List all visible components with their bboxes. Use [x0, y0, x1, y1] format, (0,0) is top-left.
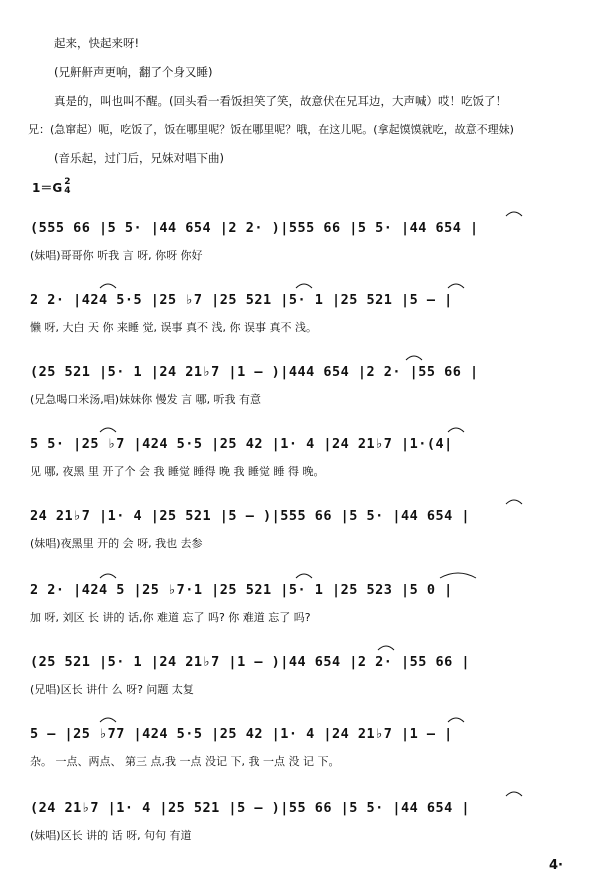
key-label: 1＝G	[32, 180, 63, 195]
lyrics-line: (兄急喝口米汤,唱)妹妹你 慢发 言 哪, 听我 有意	[30, 393, 262, 405]
lyrics-line: (妹唱)区长 讲的 话 呀, 句句 有道	[30, 829, 192, 841]
lyrics-line: (兄唱)区长 讲什 么 呀? 问题 太复	[30, 683, 194, 695]
time-denominator: 4	[64, 186, 71, 196]
stage-direction-1: (兄鼾鼾声更响，翻了个身又睡)	[54, 65, 213, 79]
prose-line-3: 兄：(急窜起）呃，吃饭了，饭在哪里呢？饭在哪里呢？哦，在这儿呢。(拿起馍馍就吃，故意不理妹)	[28, 123, 514, 136]
notation-line: (555 66 |5 5· |44 654 |2 2· )|555 66 |5 5· |44 654 |	[30, 220, 479, 236]
slur-arc	[100, 284, 116, 288]
notation-line: 5 – |25 ♭77 |424 5·5 |25 42 |1· 4 |24 21♭7 |1 – |	[30, 726, 453, 742]
notation-line: (24 21♭7 |1· 4 |25 521 |5 – )|55 66 |5 5· |44 654 |	[30, 800, 471, 816]
slur-arc	[100, 428, 116, 432]
lyrics-line: 杂。 一点、两点、 第三 点,我 一点 没记 下, 我 一点 没 记 下。	[30, 755, 340, 767]
slur-arc	[100, 574, 116, 578]
lyrics-line: 懒 呀, 大白 天 你 来睡 觉, 误事 真不 浅, 你 误事 真不 浅。	[30, 321, 317, 333]
lyrics-line: 见 哪, 夜黑 里 开了个 会 我 睡觉 睡得 晚 我 睡觉 睡 得 晚。	[30, 465, 325, 477]
slur-arc	[378, 646, 394, 650]
page-number: 4·	[549, 858, 563, 873]
slur-arc	[506, 500, 522, 504]
slur-arc	[506, 212, 522, 216]
notation-line: 2 2· |424 5 |25 ♭7·1 |25 521 |5· 1 |25 523 |5 0 |	[30, 582, 453, 598]
lyrics-line: (妹唱)哥哥你 听我 言 呀, 你呀 你好	[30, 249, 203, 261]
slur-arc	[506, 792, 522, 796]
notation-line: 2 2· |424 5·5 |25 ♭7 |25 521 |5· 1 |25 521 |5 – |	[30, 292, 453, 308]
notation-line: (25 521 |5· 1 |24 21♭7 |1 – )|44 654 |2 2· |55 66 |	[30, 654, 471, 670]
stage-direction-2: (音乐起，过门后，兄妹对唱下曲)	[54, 151, 224, 165]
slur-arc	[448, 428, 464, 432]
slur-arc	[440, 573, 476, 578]
slur-arc	[296, 284, 312, 288]
slur-arc	[296, 574, 312, 578]
notation-line: 24 21♭7 |1· 4 |25 521 |5 – )|555 66 |5 5· |44 654 |	[30, 508, 471, 524]
slur-arc	[406, 356, 422, 360]
slur-arc	[448, 718, 464, 722]
slur-arc	[448, 284, 464, 288]
prose-line-2: 真是的，叫也叫不醒。(回头看一看饭担笑了笑，故意伏在兄耳边，大声喊）哎！吃饭了！	[54, 94, 507, 108]
time-numerator: 2	[64, 177, 71, 187]
slur-arc	[100, 718, 116, 722]
notation-line: (25 521 |5· 1 |24 21♭7 |1 – )|444 654 |2 2· |55 66 |	[30, 364, 479, 380]
lyrics-line: 加 呀, 刘区 长 讲的 话,你 难道 忘了 吗? 你 难道 忘了 吗?	[30, 611, 311, 623]
lyrics-line: (妹唱)夜黑里 开的 会 呀, 我也 去参	[30, 537, 203, 549]
notation-line: 5 5· |25 ♭7 |424 5·5 |25 42 |1· 4 |24 21♭7 |1·(4|	[30, 436, 453, 452]
prose-line-1: 起来，快起来呀!	[54, 36, 140, 50]
